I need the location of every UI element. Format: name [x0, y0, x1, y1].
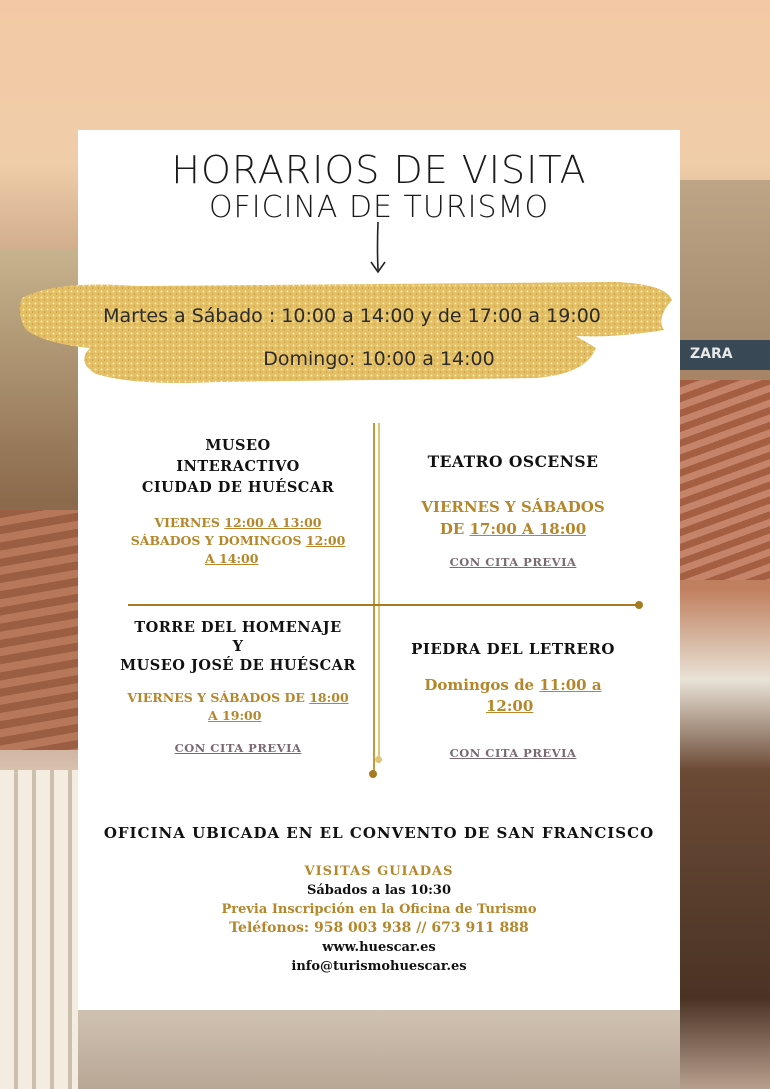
website-link[interactable]: www.huescar.es [322, 940, 436, 955]
background-sign: ZARA [680, 340, 770, 370]
office-hours-sunday: Domingo: 10:00 a 14:00 [263, 348, 495, 370]
page-subtitle: OFICINA DE TURISMO [208, 190, 550, 225]
background-photo-bottom [78, 1010, 680, 1089]
office-hours-weekdays: Martes a Sábado : 10:00 a 14:00 y de 17:00 a 19:00 [103, 305, 601, 327]
torre-schedule: VIERNES Y SÁBADOS DE 18:00 A 19:00 [127, 690, 349, 723]
divider-vertical-light [378, 423, 380, 763]
piedra-cita-previa-link[interactable]: CON CITA PREVIA [449, 746, 577, 760]
page-title: HORARIOS DE VISITA [171, 148, 587, 192]
divider-dot-right [635, 601, 643, 609]
email-link[interactable]: info@turismohuescar.es [291, 959, 467, 974]
phone-numbers: Teléfonos: 958 003 938 // 673 911 888 [229, 920, 529, 936]
divider-dot-bottom [369, 770, 377, 778]
divider-dot-bottom-light [375, 756, 382, 763]
teatro-cita-previa-link[interactable]: CON CITA PREVIA [449, 555, 577, 569]
piedra-schedule: Domingos de 11:00 a 12:00 [424, 676, 602, 715]
torre-title: TORRE DEL HOMENAJE Y MUSEO JOSÉ DE HUÉSCAR [120, 619, 356, 674]
teatro-schedule: VIERNES Y SÁBADOS DE 17:00 A 18:00 [421, 498, 605, 538]
torre-cita-previa-link[interactable]: CON CITA PREVIA [174, 741, 302, 755]
inscription-note: Previa Inscripción en la Oficina de Turismo [221, 902, 537, 917]
museo-schedule: VIERNES 12:00 A 13:00 SÁBADOS Y DOMINGOS 12:00 A 14:00 [130, 515, 346, 566]
teatro-title: TEATRO OSCENSE [427, 452, 599, 471]
gold-glitter-brush [16, 278, 676, 388]
background-photo-right [680, 180, 770, 1089]
office-location: OFICINA UBICADA EN EL CONVENTO DE SAN FRANCISCO [103, 824, 655, 842]
arrow-down-icon [368, 220, 388, 276]
background-arches-left [0, 770, 78, 1089]
museo-title: MUSEO INTERACTIVO CIUDAD DE HUÉSCAR [141, 437, 335, 496]
divider-horizontal [128, 604, 638, 606]
guided-visits-time: Sábados a las 10:30 [306, 883, 452, 898]
poster-card [78, 130, 680, 1010]
background-roof-right [680, 380, 770, 580]
guided-visits-title: VISITAS GUIADAS [304, 864, 454, 879]
piedra-title: PIEDRA DEL LETRERO [411, 640, 615, 658]
background-roof-left [0, 510, 78, 750]
